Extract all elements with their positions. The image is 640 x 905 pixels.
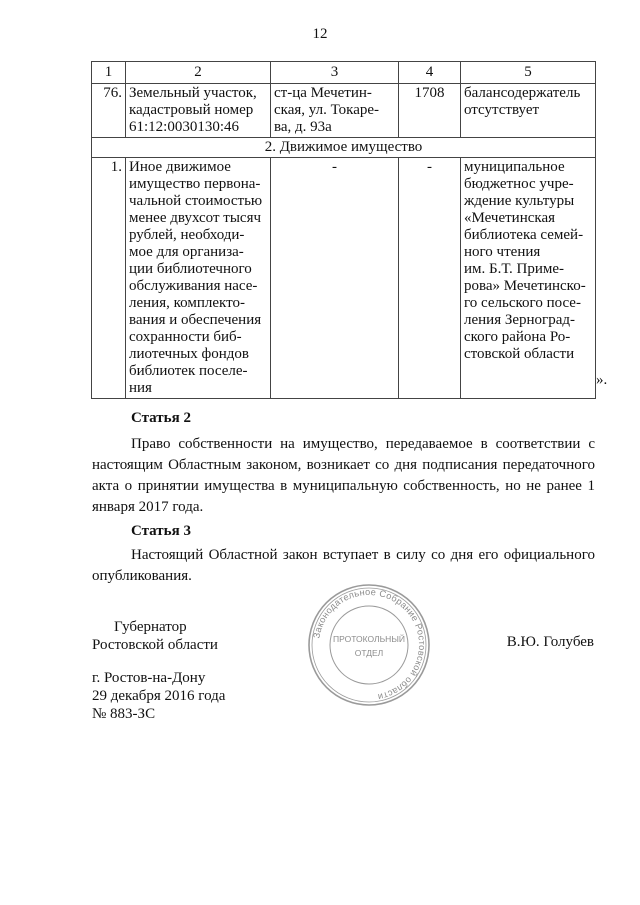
cell-line: отсутствует <box>464 102 540 118</box>
holder-cell <box>461 84 596 138</box>
cell-line: им. Б.Т. Приме- <box>464 261 565 277</box>
cell-line: обслуживания насе- <box>129 278 258 294</box>
row-number: 76. <box>92 84 126 138</box>
column-header: 3 <box>271 62 399 84</box>
cell-line: стовской области <box>464 346 575 362</box>
cell-line: чальной стоимостью <box>129 193 263 209</box>
cell-line: имущество первона- <box>129 176 261 192</box>
cell-line: «Мечетинская <box>464 210 556 226</box>
holder-cell <box>461 158 596 399</box>
cell-line: мое для организа- <box>129 244 244 260</box>
closing-quote: ». <box>596 372 608 388</box>
cell-line: Земельный участок, <box>129 85 257 101</box>
cell-line: менее двухсот тысяч <box>129 210 262 226</box>
law-number: № 883-ЗС <box>92 706 156 722</box>
cell-line: ления Зерноград- <box>464 312 575 328</box>
address-cell <box>271 84 399 138</box>
cell-line: Иное движимое <box>129 159 231 175</box>
cell-line: ции библиотечного <box>129 261 252 277</box>
signatory-title-line2: Ростовской области <box>92 637 218 653</box>
column-header: 5 <box>461 62 596 84</box>
signing-place: г. Ростов-на-Дону <box>92 670 206 686</box>
section-title: 2. Движимое имущество <box>92 138 596 158</box>
row-number: 1. <box>92 158 126 399</box>
area-cell: - <box>399 158 461 399</box>
stamp-center-line1: ПРОТОКОЛЬНЫЙ <box>333 634 405 644</box>
cell-line: кадастровый номер <box>129 102 254 118</box>
cell-line: рублей, необходи- <box>129 227 245 243</box>
stamp-center-line2: ОТДЕЛ <box>354 648 384 658</box>
cell-line: балансодержатель <box>464 85 581 101</box>
signatory-title-line1: Губернатор <box>114 619 187 635</box>
cell-line: лиотечных фондов <box>129 346 250 362</box>
article-3-title: Статья 3 <box>131 523 191 539</box>
stamp-ring-text: Законодательное Собрание Ростовской области <box>311 586 428 703</box>
cell-line: ского района Ро- <box>464 329 571 345</box>
table-header-row <box>92 62 596 84</box>
section-row <box>92 138 596 158</box>
cell-line: го сельского посе- <box>464 295 581 311</box>
property-name-cell <box>126 84 271 138</box>
column-header: 1 <box>92 62 126 84</box>
cell-line: муниципальное <box>464 159 565 175</box>
cell-line: 61:12:0030130:46 <box>129 119 240 135</box>
cell-line: библиотек поселе- <box>129 363 248 379</box>
cell-line: ления, комплекто- <box>129 295 245 311</box>
column-header: 2 <box>126 62 271 84</box>
cell-line: ская, ул. Токаре- <box>274 102 380 118</box>
cell-line: рова» Мечетинско- <box>464 278 586 294</box>
cell-line: библиотека семей- <box>464 227 584 243</box>
table-row <box>92 84 596 138</box>
cell-line: бюджетнос учре- <box>464 176 574 192</box>
article-2-title: Статья 2 <box>131 410 191 426</box>
cell-line: ждение культуры <box>464 193 575 209</box>
cell-line: сохранности биб- <box>129 329 242 345</box>
property-name-cell <box>126 158 271 399</box>
signatory-name: В.Ю. Голубев <box>506 634 594 650</box>
address-cell: - <box>271 158 399 399</box>
area-cell: 1708 <box>399 84 461 138</box>
cell-line: вания и обеспечения <box>129 312 262 328</box>
table-row <box>92 158 596 399</box>
signing-date: 29 декабря 2016 года <box>92 688 226 704</box>
property-table <box>91 61 596 399</box>
cell-line: ст-ца Мечетин- <box>274 85 372 101</box>
cell-line: ния <box>129 380 152 396</box>
stamp-seal-icon <box>306 582 432 708</box>
column-header: 4 <box>399 62 461 84</box>
official-stamp <box>306 582 432 708</box>
cell-line: ва, д. 93а <box>274 119 332 135</box>
article-3-text: Настоящий Областной закон вступает в силу со дня его официального опубликования. <box>92 547 595 584</box>
cell-line: ного чтения <box>464 244 541 260</box>
page-number: 12 <box>312 26 328 42</box>
article-2-text: Право собственности на имущество, передаваемое в соответствии с настоящим Областным законом, возникает со дня подписания передаточного акта о принятии имущества в муниципальную собственность, но не ранее 1 января 2017 года. <box>92 436 595 515</box>
